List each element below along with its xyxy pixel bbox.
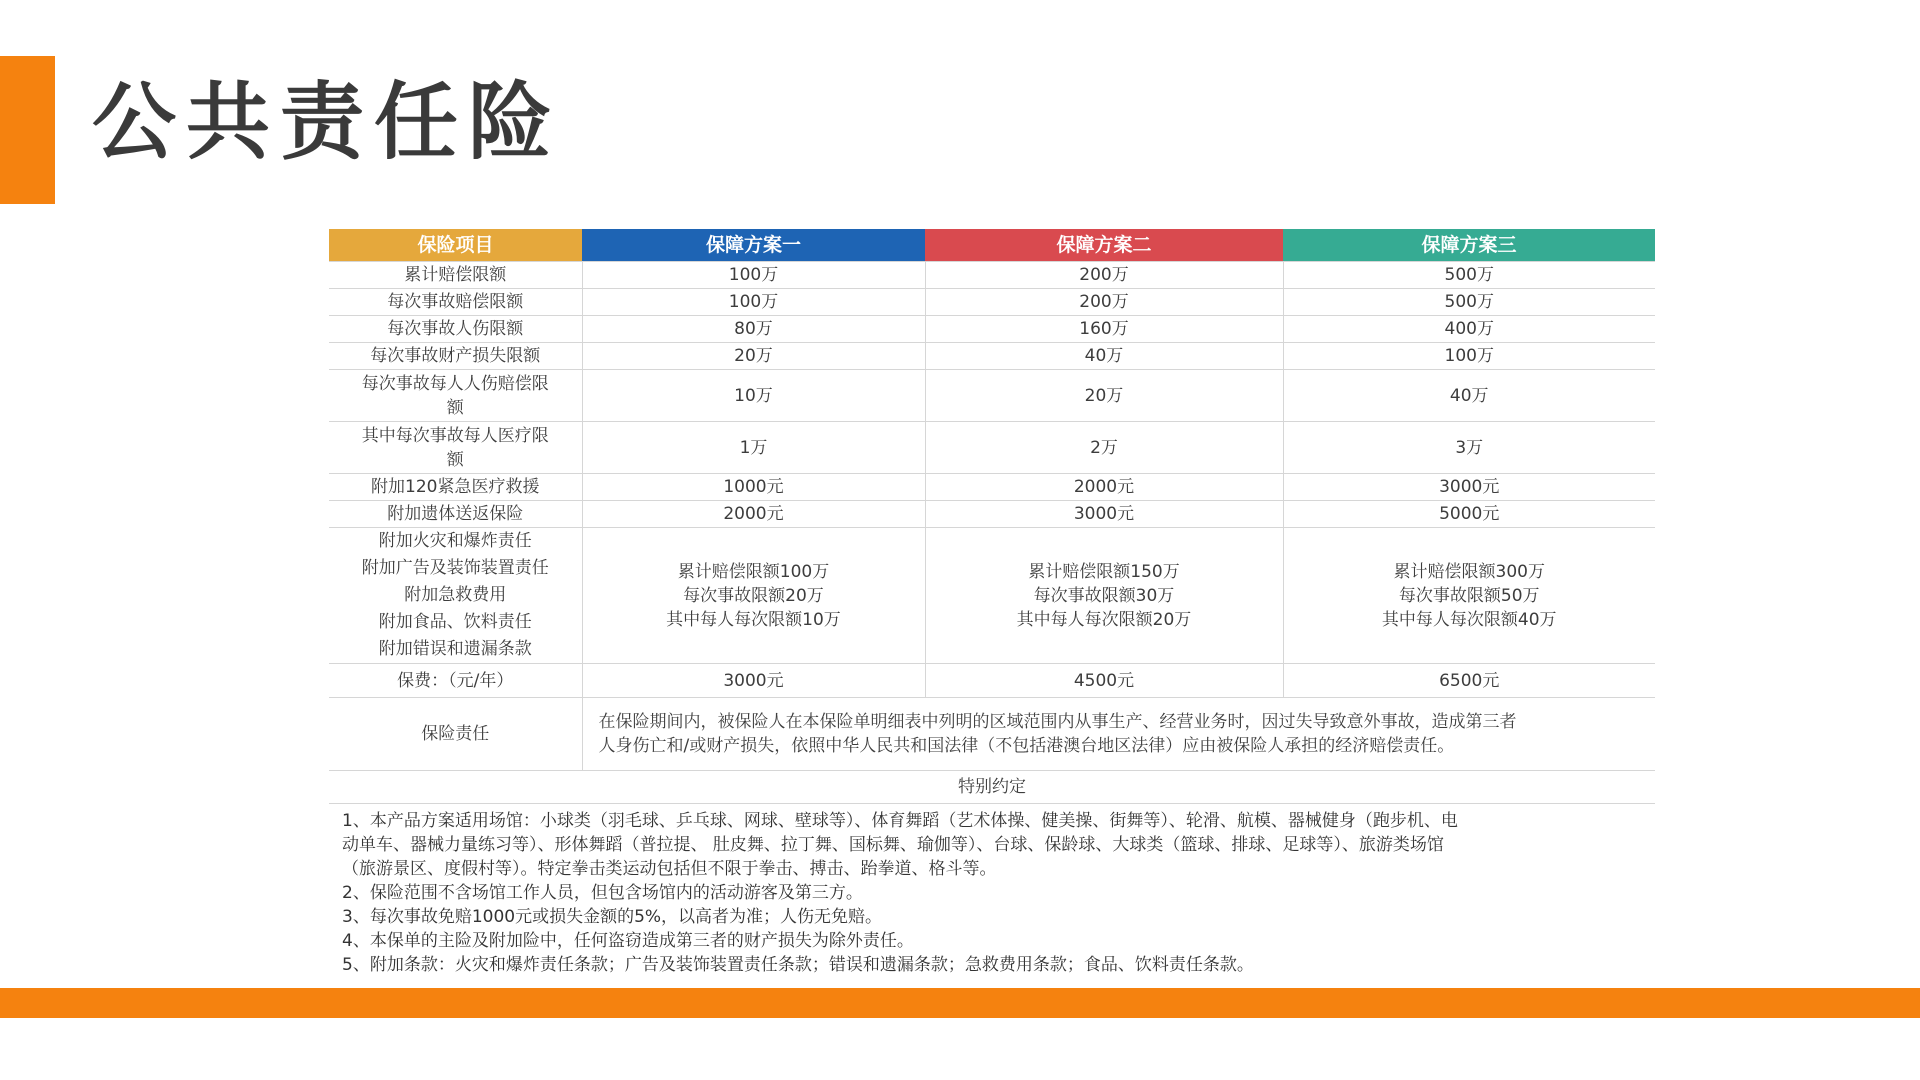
special-title-row bbox=[329, 771, 1655, 804]
header-plan-2: 保障方案二 bbox=[925, 229, 1283, 262]
extras-line: 累计赔偿限额300万 bbox=[1393, 561, 1545, 582]
note-line: 1、本产品方案适用场馆：小球类（羽毛球、乒乓球、网球、壁球等）、体育舞蹈（艺术体操、健美操、街舞等）、轮滑、航模、器械健身（跑步机、电 bbox=[342, 811, 1458, 831]
plan-1-value: 1万 bbox=[582, 422, 925, 474]
row-item: 每次事故财产损失限额 bbox=[329, 343, 582, 370]
special-agreement-notes bbox=[342, 809, 1642, 977]
extras-row bbox=[329, 528, 1655, 664]
header-plan-1: 保障方案一 bbox=[582, 229, 925, 262]
responsibility-line: 人身伤亡和/或财产损失，依照中华人民共和国法律（不包括港澳台地区法律）应由被保险人承担的经济赔偿责任。 bbox=[598, 736, 1455, 756]
extra-item: 附加火灾和爆炸责任 bbox=[378, 531, 532, 551]
table-header-row bbox=[329, 229, 1655, 262]
table-row bbox=[329, 343, 1655, 370]
extras-line: 每次事故限额50万 bbox=[1398, 585, 1540, 606]
plan-2-value: 160万 bbox=[925, 316, 1283, 343]
plan-1-value: 100万 bbox=[582, 289, 925, 316]
plan-2-value: 40万 bbox=[925, 343, 1283, 370]
note-line: （旅游景区、度假村等）。特定拳击类运动包括但不限于拳击、搏击、跆拳道、格斗等。 bbox=[342, 859, 997, 879]
table-row bbox=[329, 316, 1655, 343]
row-item bbox=[329, 370, 582, 422]
responsibility-label: 保险责任 bbox=[329, 698, 582, 771]
table-row bbox=[329, 474, 1655, 501]
extras-line: 每次事故限额30万 bbox=[1033, 585, 1175, 606]
table-row bbox=[329, 262, 1655, 289]
plan-2-value: 2000元 bbox=[925, 474, 1283, 501]
responsibility-text bbox=[582, 698, 1655, 771]
plan-3-value: 3000元 bbox=[1283, 474, 1655, 501]
plan-3-value: 5000元 bbox=[1283, 501, 1655, 528]
row-item: 附加遗体送返保险 bbox=[329, 501, 582, 528]
note-line: 2、保险范围不含场馆工作人员，但包含场馆内的活动游客及第三方。 bbox=[342, 883, 863, 903]
plan-3-value: 100万 bbox=[1283, 343, 1655, 370]
plan-1-value: 100万 bbox=[582, 262, 925, 289]
coverage-table bbox=[329, 229, 1655, 804]
plan-2-value: 200万 bbox=[925, 289, 1283, 316]
plan-2-value: 20万 bbox=[925, 370, 1283, 422]
extras-line: 累计赔偿限额150万 bbox=[1028, 561, 1180, 582]
row-item: 累计赔偿限额 bbox=[329, 262, 582, 289]
title-accent-block bbox=[0, 56, 55, 204]
note-line: 5、附加条款：火灾和爆炸责任条款；广告及装饰装置责任条款；错误和遗漏条款；急救费用条款；食品、饮料责任条款。 bbox=[342, 955, 1254, 975]
row-item-line: 其中每次事故每人医疗限 bbox=[361, 425, 549, 446]
row-item-line: 额 bbox=[446, 449, 464, 470]
bottom-accent-bar bbox=[0, 988, 1920, 1018]
extras-line: 其中每人每次限额20万 bbox=[1016, 609, 1192, 630]
row-item-line: 额 bbox=[446, 397, 464, 418]
extras-line: 其中每人每次限额10万 bbox=[666, 609, 841, 630]
page-title: 公共责任险 bbox=[92, 73, 563, 171]
note-line: 4、本保单的主险及附加险中，任何盗窃造成第三者的财产损失为除外责任。 bbox=[342, 931, 914, 951]
plan-2-extras bbox=[925, 528, 1283, 664]
note-line: 3、每次事故免赔1000元或损失金额的5%，以高者为准；人伤无免赔。 bbox=[342, 907, 883, 927]
responsibility-line: 在保险期间内，被保险人在本保险单明细表中列明的区域范围内从事生产、经营业务时，因过失导致意外事故，造成第三者 bbox=[598, 712, 1517, 732]
table-row bbox=[329, 422, 1655, 474]
row-item: 附加120紧急医疗救援 bbox=[329, 474, 582, 501]
plan-1-value: 10万 bbox=[582, 370, 925, 422]
plan-1-premium: 3000元 bbox=[582, 664, 925, 698]
plan-1-value: 1000元 bbox=[582, 474, 925, 501]
plan-1-value: 2000元 bbox=[582, 501, 925, 528]
special-agreement-title: 特别约定 bbox=[329, 771, 1655, 804]
plan-3-value: 40万 bbox=[1283, 370, 1655, 422]
extras-line: 每次事故限额20万 bbox=[683, 585, 824, 606]
extra-item: 附加食品、饮料责任 bbox=[378, 612, 532, 632]
row-item bbox=[329, 422, 582, 474]
table-row bbox=[329, 501, 1655, 528]
row-item: 每次事故赔偿限额 bbox=[329, 289, 582, 316]
plan-3-premium: 6500元 bbox=[1283, 664, 1655, 698]
row-item: 每次事故人伤限额 bbox=[329, 316, 582, 343]
note-line: 动单车、器械力量练习等）、形体舞蹈（普拉提、 肚皮舞、拉丁舞、国标舞、瑜伽等）、台球、保龄球、大球类（篮球、排球、足球等）、旅游类场馆 bbox=[342, 835, 1444, 855]
plan-1-value: 80万 bbox=[582, 316, 925, 343]
extra-item: 附加错误和遗漏条款 bbox=[378, 639, 532, 659]
extras-line: 累计赔偿限额100万 bbox=[677, 561, 830, 582]
plan-2-value: 3000元 bbox=[925, 501, 1283, 528]
premium-row bbox=[329, 664, 1655, 698]
plan-3-value: 500万 bbox=[1283, 289, 1655, 316]
header-plan-3: 保障方案三 bbox=[1283, 229, 1655, 262]
extras-items bbox=[329, 528, 582, 664]
extra-item: 附加急救费用 bbox=[404, 585, 507, 605]
coverage-table-container bbox=[329, 229, 1655, 804]
plan-2-premium: 4500元 bbox=[925, 664, 1283, 698]
plan-3-value: 500万 bbox=[1283, 262, 1655, 289]
plan-1-value: 20万 bbox=[582, 343, 925, 370]
extras-line: 其中每人每次限额40万 bbox=[1381, 609, 1557, 630]
header-item: 保险项目 bbox=[329, 229, 582, 262]
plan-3-value: 400万 bbox=[1283, 316, 1655, 343]
responsibility-row bbox=[329, 698, 1655, 771]
premium-label: 保费：（元/年） bbox=[329, 664, 582, 698]
extra-item: 附加广告及装饰装置责任 bbox=[361, 558, 549, 578]
plan-2-value: 2万 bbox=[925, 422, 1283, 474]
table-row bbox=[329, 289, 1655, 316]
plan-3-extras bbox=[1283, 528, 1655, 664]
table-row bbox=[329, 370, 1655, 422]
plan-1-extras bbox=[582, 528, 925, 664]
plan-3-value: 3万 bbox=[1283, 422, 1655, 474]
row-item-line: 每次事故每人人伤赔偿限 bbox=[361, 373, 549, 394]
plan-2-value: 200万 bbox=[925, 262, 1283, 289]
